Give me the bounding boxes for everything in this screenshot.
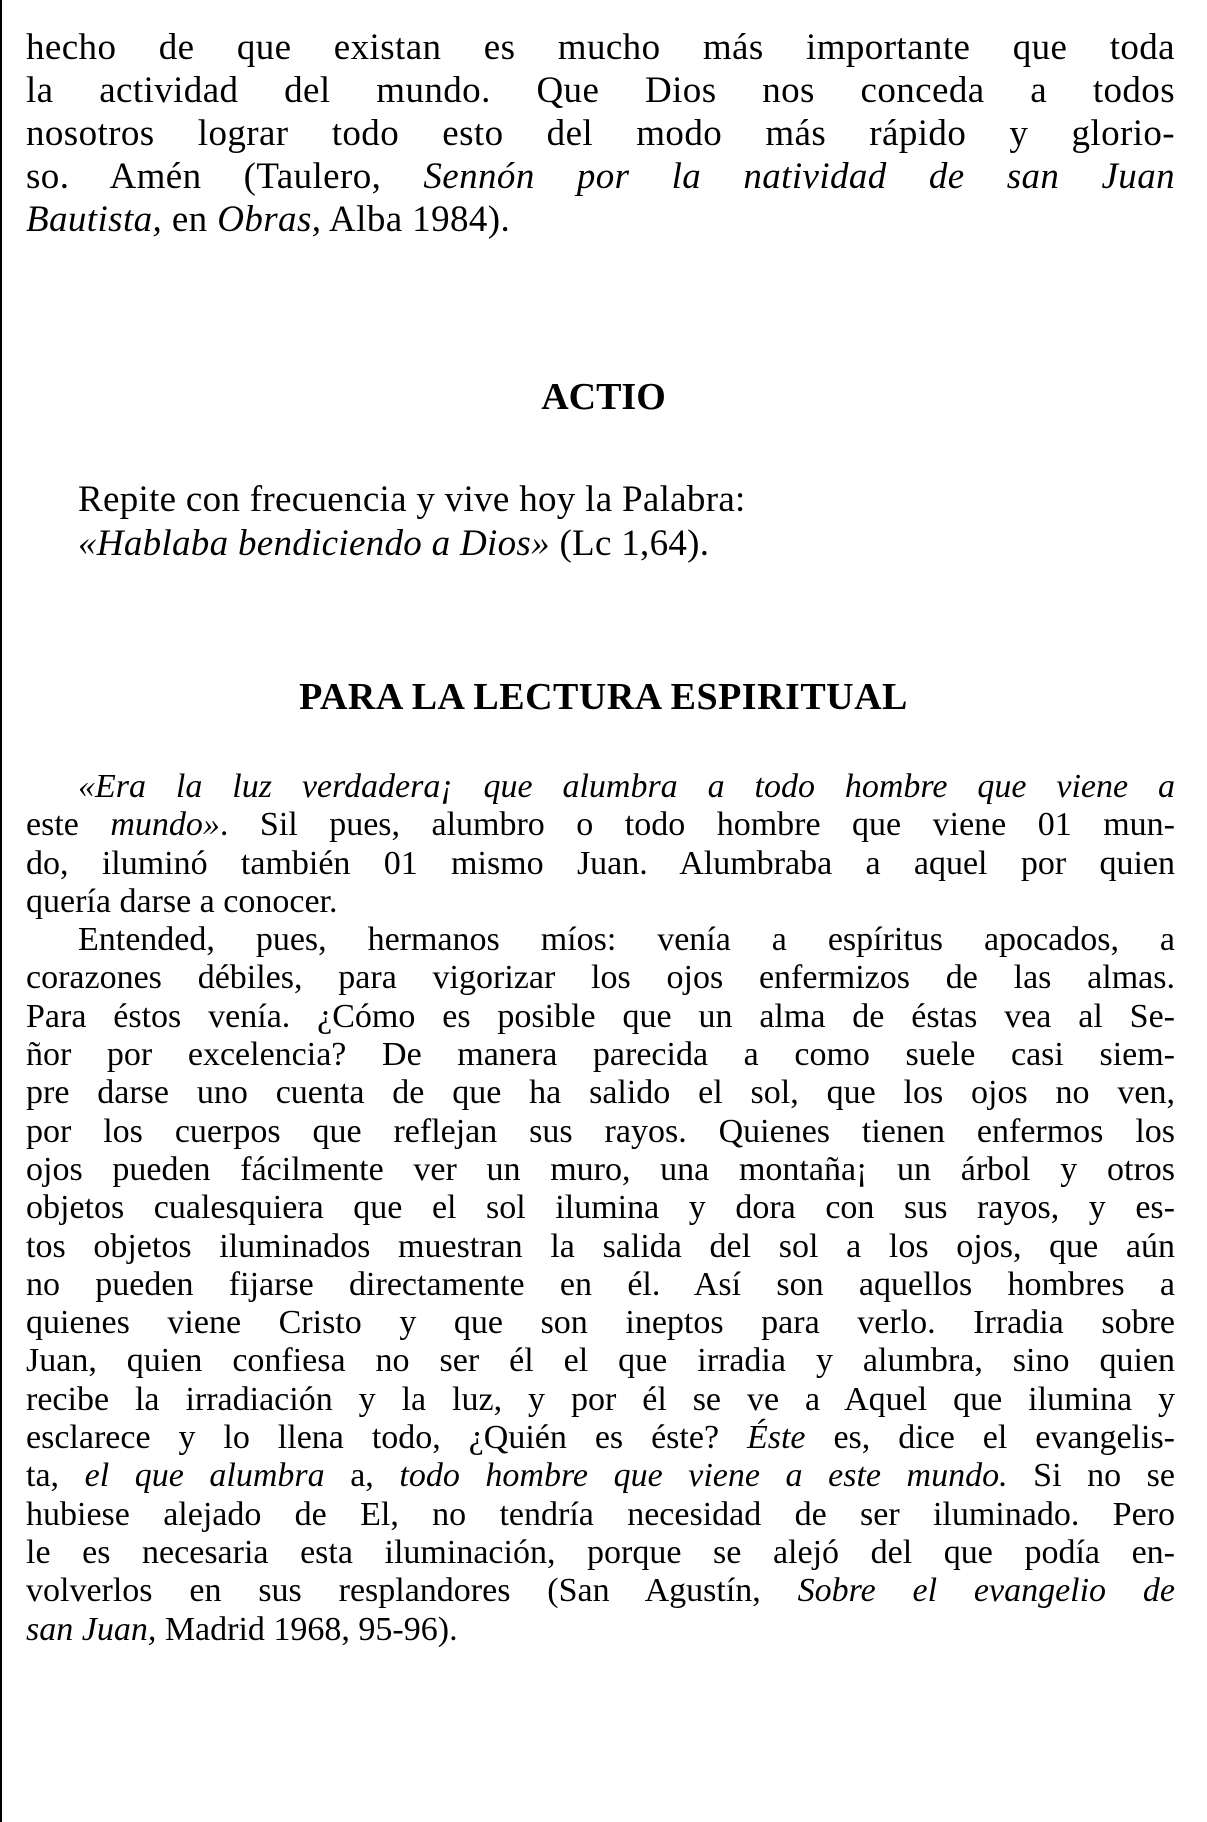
text-run: esclarece y lo llena todo, ¿Quién es éste? [26,1419,747,1457]
text-run: Si no se [1007,1457,1176,1495]
text-line: objetos cualesquiera que el sol ilumina y dora con sus rayos, y es- [26,1189,1175,1227]
heading-text: ACTIO [541,376,666,418]
page-left-border [0,0,2,1822]
top-paragraph [26,26,1175,241]
actio-block [78,478,746,566]
book-title: Bautista, [26,199,163,240]
text-run: Alba 1984). [321,199,511,240]
text-line: quería darse a conocer. [26,882,338,920]
text-line [26,1611,1175,1649]
text-line: do, iluminó también 01 mismo Juan. Alumbraba a aquel por quien [26,844,1175,882]
quote-run: mundo» [110,806,220,844]
text-run: en [162,199,218,240]
text-line [78,522,746,566]
lectura-body [26,768,1175,1649]
text-line: le es necesaria esta iluminación, porque se alejó del que podía en- [26,1533,1175,1571]
text-line: ñor por excelencia? De manera parecida a como suele casi siem- [26,1036,1175,1074]
text-run: so. Amén (Taulero, [26,156,424,197]
emphasis-run: Éste [746,1419,806,1457]
text-run: volverlos en sus resplandores (San Agustín, [26,1572,798,1610]
text-line: hubiese alejado de El, no tendría necesidad de ser iluminado. Pero [26,1495,1175,1533]
text-line: Juan, quien confiesa no ser él el que irradia y alumbra, sino quien [26,1342,1175,1380]
text-run: Madrid 1968, 95-96). [156,1610,458,1648]
text-run: es, dice el evangelis- [805,1419,1175,1457]
text-line: Para éstos venía. ¿Cómo es posible que un alma de éstas vea al Se- [26,997,1175,1035]
text-line: corazones débiles, para vigorizar los ojos enfermizos de las almas. [26,959,1175,997]
text-line: recibe la irradiación y la luz, y por él se ve a Aquel que ilumina y [26,1380,1175,1418]
book-title: Sobre el evangelio de [797,1572,1175,1610]
book-title: san Juan, [26,1610,157,1648]
book-title: Sennón por la natividad de san Juan [423,156,1175,197]
text-run: . Sil pues, alumbro o todo hombre que viene 01 mun- [219,806,1176,844]
text-line: la actividad del mundo. Que Dios nos conceda a todos [26,70,1175,111]
text-line: quienes viene Cristo y que son ineptos para verlo. Irradia sobre [26,1304,1175,1342]
text-line: hecho de que existan es mucho más importante que toda [26,27,1175,68]
scripture-reference: (Lc 1,64). [549,523,710,564]
text-line: tos objetos iluminados muestran la salida del sol a los ojos, que aún [26,1227,1175,1265]
book-title: Obras, [217,199,322,240]
text-line: pre darse uno cuenta de que ha salido el sol, que los ojos no ven, [26,1074,1175,1112]
quote-run: «Era la luz verdadera¡ que alumbra a todo hombre que viene a [78,768,1175,805]
text-line: no pueden fijarse directamente en él. Así son aquellos hombres a [26,1265,1175,1303]
emphasis-run: el que alumbra [84,1457,325,1495]
text-line [26,768,1175,806]
heading-text: PARA LA LECTURA ESPIRITUAL [299,676,908,718]
scripture-quote: «Hablaba bendiciendo a Dios» [78,523,550,564]
text-run: a, [324,1457,400,1495]
text-line: por los cuerpos que reflejan sus rayos. Quienes tienen enfermos los [26,1112,1175,1150]
text-line: Repite con frecuencia y vive hoy la Palabra: [78,479,746,520]
text-run: ta, [26,1457,85,1495]
text-line: nosotros lograr todo esto del modo más rápido y glorio- [26,113,1175,154]
text-line [26,1572,1175,1610]
text-line [26,1419,1175,1457]
emphasis-run: todo hombre que viene a este mundo. [399,1457,1008,1495]
text-line [26,155,1175,198]
section-heading-lectura [0,675,1207,719]
text-line [26,806,1175,844]
text-line [26,1457,1175,1495]
text-run: este [26,806,111,844]
section-heading-actio [0,375,1207,419]
text-line [26,198,1175,241]
text-line: ojos pueden fácilmente ver un muro, una montaña¡ un árbol y otros [26,1150,1175,1188]
text-line: Entended, pues, hermanos míos: venía a espíritus apocados, a [78,921,1175,959]
